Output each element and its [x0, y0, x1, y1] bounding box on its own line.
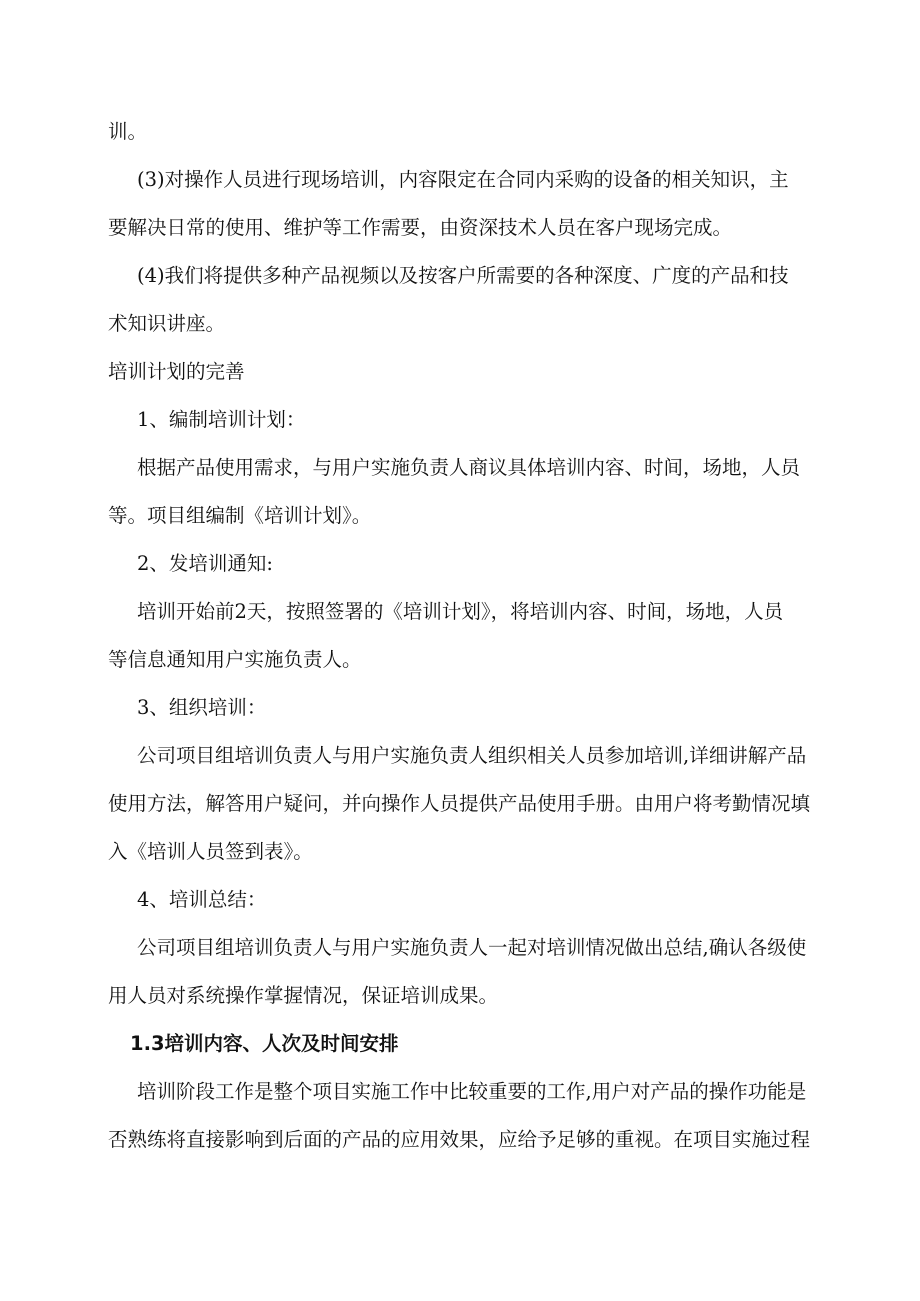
text-line: 公司项目组培训负责人与用户实施负责人一起对培训情况做出总结,确认各级使	[137, 936, 807, 959]
subsection-title: 1、编制培训计划：	[137, 408, 306, 431]
subsection-title: 2、发培训通知:	[137, 552, 273, 575]
text-line: 训。	[108, 120, 148, 143]
text-line: 要解决日常的使用、维护等工作需要，由资深技术人员在客户现场完成。	[108, 216, 733, 239]
text-line: 否熟练将直接影响到后面的产品的应用效果，应给予足够的重视。在项目实施过程	[108, 1128, 811, 1151]
text-line: 公司项目组培训负责人与用户实施负责人组织相关人员参加培训,详细讲解产品	[137, 744, 807, 767]
subsection-title: 4、培训总结：	[137, 888, 267, 911]
text-line: 培训开始前2天，按照签署的《培训计划》，将培训内容、时间，场地，人员	[137, 600, 784, 623]
text-line: 使用方法，解答用户疑问，并向操作人员提供产品使用手册。由用户将考勤情况填	[108, 792, 811, 815]
subsection-title: 3、组织培训：	[137, 696, 267, 719]
text-line: (3)对操作人员进行现场培训，内容限定在合同内采购的设备的相关知识，主	[137, 168, 789, 191]
section-title: 培训计划的完善	[108, 360, 245, 383]
text-line: 根据产品使用需求，与用户实施负责人商议具体培训内容、时间，场地，人员	[137, 456, 801, 479]
text-line: 用人员对系统操作掌握情况，保证培训成果。	[108, 984, 499, 1007]
text-line: 等信息通知用户实施负责人。	[108, 648, 362, 671]
text-line: 入《培训人员签到表》。	[108, 840, 313, 863]
text-line: (4)我们将提供多种产品视频以及按客户所需要的各种深度、广度的产品和技	[137, 264, 789, 287]
section-heading: 1.3培训内容、人次及时间安排	[130, 1032, 399, 1055]
text-line: 术知识讲座。	[108, 312, 226, 335]
text-line: 培训阶段工作是整个项目实施工作中比较重要的工作,用户对产品的操作功能是	[137, 1080, 807, 1103]
text-line: 等。项目组编制《培训计划》。	[108, 504, 372, 527]
